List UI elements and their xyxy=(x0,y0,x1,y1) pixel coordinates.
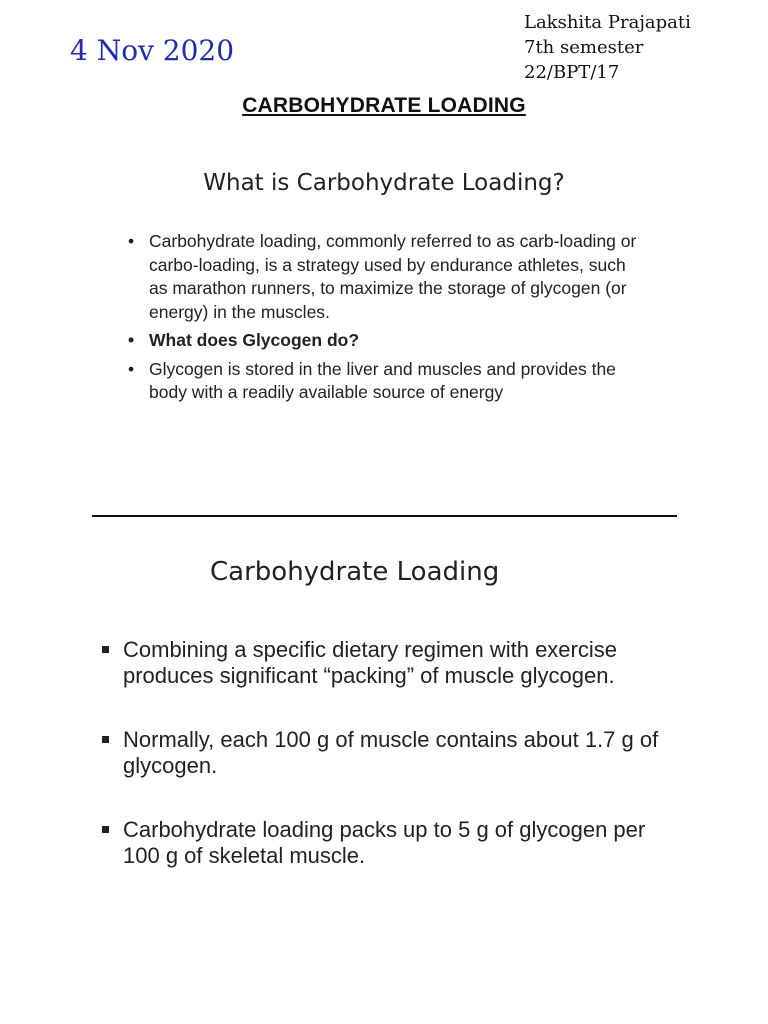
slide1-list-item xyxy=(128,230,648,324)
slide1-list-item xyxy=(128,358,648,405)
slide2-heading: Carbohydrate Loading xyxy=(210,557,500,587)
square-bullet-icon xyxy=(102,646,109,653)
slide1-heading: What is Carbohydrate Loading? xyxy=(203,170,565,196)
slide2-item-text: Combining a specific dietary regimen with exercise produces significant “packing” of muscle glycogen. xyxy=(123,637,617,688)
slide2-list-item xyxy=(102,817,662,869)
slide2-bullet-list xyxy=(102,637,662,869)
bullet-icon: • xyxy=(128,231,135,251)
author-name: Lakshita Prajapati xyxy=(524,12,691,33)
author-block xyxy=(524,10,691,85)
slide2-list-item xyxy=(102,727,662,779)
slide1-item-text: Carbohydrate loading, commonly referred to as carb-loading or carbo-loading, is a strategy used by endurance athletes, such as marathon runners, to maximize the storage of glycogen (or energy) in the muscles. xyxy=(149,231,637,322)
bullet-icon: • xyxy=(128,358,135,379)
slide1-bullet-list xyxy=(128,230,648,410)
slide2-list-item xyxy=(102,637,662,689)
slide2-item-text: Normally, each 100 g of muscle contains about 1.7 g of glycogen. xyxy=(123,727,659,778)
author-semester: 7th semester xyxy=(524,37,644,58)
author-roll-number: 22/BPT/17 xyxy=(524,62,620,83)
bullet-icon: • xyxy=(128,330,135,350)
document-title: CARBOHYDRATE LOADING xyxy=(242,94,526,117)
square-bullet-icon xyxy=(102,826,109,833)
slide2-item-text: Carbohydrate loading packs up to 5 g of glycogen per 100 g of skeletal muscle. xyxy=(123,817,646,868)
date-label: 4 Nov 2020 xyxy=(70,34,235,67)
slide1-item-text: Glycogen is stored in the liver and muscles and provides the body with a readily available source of energy xyxy=(149,358,616,402)
section-divider xyxy=(92,515,677,517)
slide1-item-text: What does Glycogen do? xyxy=(149,330,360,350)
slide1-list-item xyxy=(128,329,648,353)
square-bullet-icon xyxy=(102,736,109,743)
